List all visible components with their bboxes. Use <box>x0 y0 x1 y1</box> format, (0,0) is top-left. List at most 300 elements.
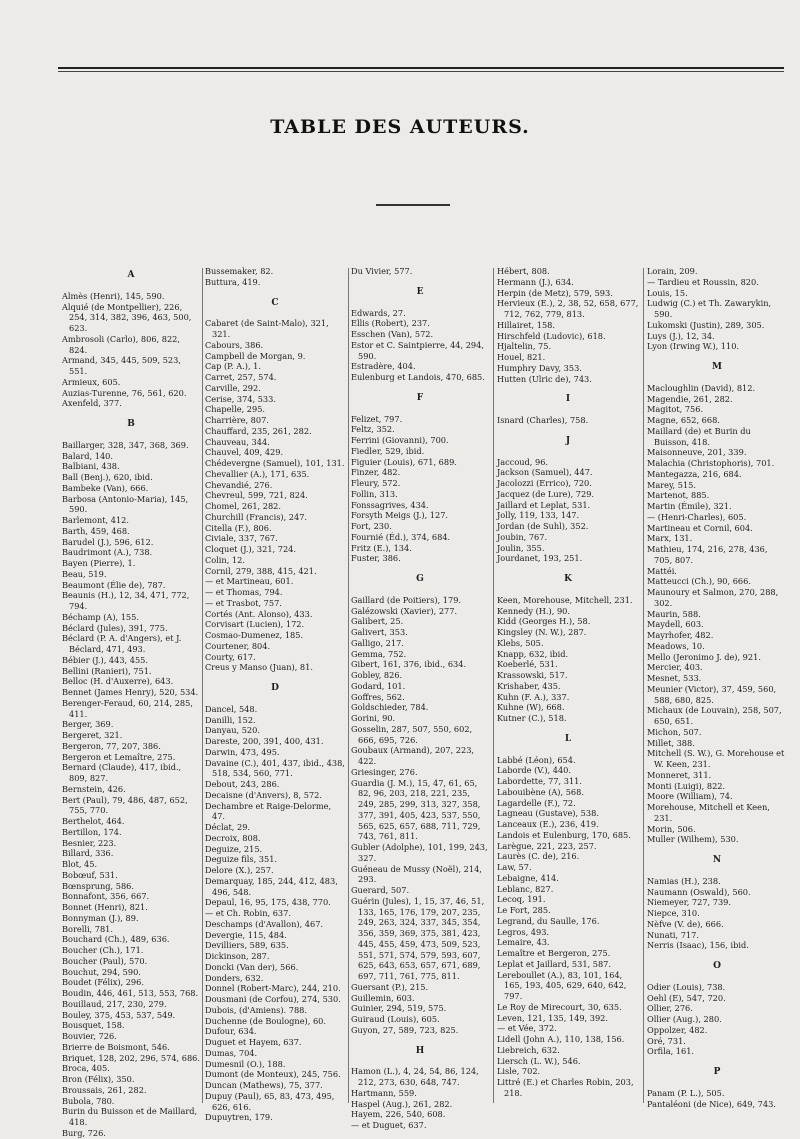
author-entry: — et Ch. Robin, 637. <box>205 908 291 918</box>
author-entry: Bussemaker, 82. <box>205 266 274 276</box>
author-entry: Gaillard (de Poitiers), 179. <box>351 594 462 605</box>
author-entry: Martenot, 885. <box>647 490 710 501</box>
author-entry: Koeberlé, 531. <box>497 659 558 670</box>
author-entry: Bellini (Ranieri), 751. <box>62 665 152 676</box>
author-entry: Balard, 140. <box>62 450 113 461</box>
letter-heading: O <box>713 961 721 971</box>
author-entry: Kutner (C.), 518. <box>497 713 567 723</box>
author-entry: Mattéi. <box>647 565 677 576</box>
author-entry: Martin (Émile), 321. <box>647 501 732 511</box>
author-entry: Muller (Wilhem), 530. <box>647 834 739 845</box>
author-entry: Lisle, 702. <box>497 1066 541 1077</box>
author-entry: Luys (J.), 12, 34. <box>647 330 715 341</box>
author-entry: Dareste, 200, 391, 400, 431. <box>205 736 324 746</box>
author-entry: Campbell de Morgan, 9. <box>205 350 306 361</box>
author-entry: Axenfeld, 377. <box>62 398 122 409</box>
author-entry: Decaisne (d'Anvers), 8, 572. <box>205 789 322 800</box>
author-entry: Gobley, 826. <box>351 670 403 680</box>
author-entry: Pantaléoni (de Nice), 649, 743. <box>647 1098 776 1109</box>
author-entry: Hartmann, 559. <box>351 1087 417 1098</box>
author-entry: Donders, 632. <box>205 972 264 983</box>
letter-heading: G <box>416 574 424 584</box>
author-entry: Danilli, 152. <box>205 714 256 725</box>
author-entry: Fleury, 572. <box>351 478 401 488</box>
author-entry: Jourdanet, 193, 251. <box>497 553 583 564</box>
author-entry: Magendie, 261, 282. <box>647 393 733 404</box>
author-entry: Courtener, 804. <box>205 640 271 651</box>
author-entry: Chédevergne (Samuel), 101, 131. <box>205 458 345 468</box>
author-entry: Labbé (Léon), 654. <box>497 754 576 765</box>
author-entry: Littré (E.) et Charles Robin, 203, 218. <box>497 1077 634 1098</box>
author-entry: Bousquet, 158. <box>62 1020 125 1031</box>
author-entry: Cabours, 386. <box>205 339 264 350</box>
letter-heading: C <box>271 297 279 308</box>
author-entry: Bonnafont, 356, 667. <box>62 891 150 902</box>
header-double-rule-bottom <box>58 71 784 72</box>
author-entry: Creus y Manso (Juan), 81. <box>205 662 313 673</box>
author-entry: Courty, 617. <box>205 651 256 662</box>
author-entry: Chauveau, 344. <box>205 436 270 447</box>
author-entry: Laurès (C. de), 216. <box>497 851 580 862</box>
author-entry: Marey, 515. <box>647 479 696 490</box>
author-entry: Meunier (Victor), 37, 459, 560, 588, 680, 825. <box>647 683 777 705</box>
author-entry: Decroix, 808. <box>205 832 261 843</box>
author-entry: Bayen (Pierre), 1. <box>62 558 136 568</box>
author-entry: Broca, 405. <box>62 1063 110 1074</box>
author-entry: Guerard, 507. <box>351 885 410 895</box>
author-entry: Leblanc, 827. <box>497 883 554 894</box>
author-entry: — Tardieu et Roussin, 820. <box>647 276 759 287</box>
author-entry: Lemaire, 43. <box>497 937 550 948</box>
author-entry: Mesnet, 533. <box>647 673 702 683</box>
author-entry: Briquet, 128, 202, 296, 574, 686. <box>62 1052 200 1063</box>
author-entry: Lidell (John A.), 110, 138, 156. <box>497 1034 625 1044</box>
author-entry: Morehouse, Mitchell et Keen, 231. <box>647 802 770 823</box>
author-entry: Chomel, 261, 282. <box>205 501 281 511</box>
column-divider <box>202 268 203 1103</box>
author-entry: Bonnyman (J.), 89. <box>62 912 139 923</box>
author-entry: Lagneau (Gustave), 538. <box>497 808 599 819</box>
author-entry: Du Vivier, 577. <box>351 266 413 276</box>
author-entry: Lebaigne, 414. <box>497 872 559 883</box>
author-entry: Bouley, 375, 453, 537, 549. <box>62 1009 176 1020</box>
author-entry: — et Vée, 372. <box>497 1023 557 1034</box>
author-entry: Matteucci (Ch.), 90, 666. <box>647 576 751 587</box>
author-entry: Almès (Henri), 145, 590. <box>62 290 165 301</box>
author-entry: Michon, 507. <box>647 726 702 737</box>
author-entry: Labordette, 77, 311. <box>497 776 582 786</box>
author-entry: Bubola, 780. <box>62 1095 115 1106</box>
author-entry: Charrière, 807. <box>205 415 269 425</box>
author-entry: Dufour, 634. <box>205 1026 257 1037</box>
author-entry: Béclard (P. A. d'Angers), et J. Béclard, 471, 493. <box>62 633 182 654</box>
author-entry: Maisonneuve, 201, 339. <box>647 447 747 458</box>
letter-heading: L <box>564 733 572 744</box>
author-entry: Humphry Davy, 353. <box>497 362 582 373</box>
author-entry: — et Thomas, 794. <box>205 587 283 597</box>
author-entry: Beau, 519. <box>62 568 107 579</box>
author-entry: Boucher (Paul), 570. <box>62 955 148 966</box>
author-entry: Bouchut, 294, 590. <box>62 966 141 977</box>
author-entry: Laborde (V.), 440. <box>497 765 571 776</box>
author-entry: Cortés (Ant. Alonso), 433. <box>205 608 313 619</box>
author-entry: Civiale, 337, 767. <box>205 533 278 544</box>
author-entry: Larègue, 221, 223, 257. <box>497 840 597 851</box>
author-entry: Martineau et Cornil, 604. <box>647 522 753 533</box>
author-entry: Oehl (E), 547, 720. <box>647 992 726 1003</box>
author-entry: Galligo, 217. <box>351 637 404 648</box>
author-entry: Mayrhofer, 482. <box>647 630 714 640</box>
author-entry: Nunati, 717. <box>647 929 699 940</box>
author-entry: Goldschieder, 784. <box>351 702 429 713</box>
author-entry: Bron (Félix), 350. <box>62 1074 135 1084</box>
author-entry: Dupuytren, 179. <box>205 1112 273 1123</box>
author-entry: Chevandié, 276. <box>205 479 273 490</box>
author-entry: Mello (Jeronimo J. de), 921. <box>647 651 761 662</box>
letter-heading: B <box>127 419 135 429</box>
author-entry: Beaunis (H.), 12, 34, 471, 772, 794. <box>62 590 190 611</box>
author-entry: Bouchard (Ch.), 489, 636. <box>62 934 170 945</box>
author-entry: Bambeke (Van), 666. <box>62 482 149 493</box>
author-entry: Hirschfeld (Ludovic), 618. <box>497 330 606 341</box>
author-entry: Feltz, 352. <box>351 424 395 435</box>
author-entry: — et Trasbot, 757. <box>205 597 282 608</box>
author-entry: Fiedler, 529, ibid. <box>351 445 425 456</box>
author-entry: — et Duguet, 637. <box>351 1120 427 1130</box>
author-entry: Déclat, 29. <box>205 822 251 832</box>
author-entry: Deguize, 215. <box>205 843 263 854</box>
letter-heading: I <box>565 394 571 405</box>
author-entry: Hillairet, 158. <box>497 319 555 330</box>
author-entry: Duguet et Hayem, 637. <box>205 1037 302 1047</box>
author-entry: Guyon, 27, 589, 723, 825. <box>351 1024 459 1035</box>
page-title: TABLE DES AUTEURS. <box>270 116 530 138</box>
author-entry: Dumont (de Monteux), 245, 756. <box>205 1069 341 1080</box>
author-entry: Knapp, 632, ibid. <box>497 648 569 659</box>
index-column-4 <box>497 266 639 1099</box>
author-entry: Houel, 821. <box>497 352 546 362</box>
author-entry: Panam (P. L.), 505. <box>647 1087 725 1098</box>
author-entry: Debout, 243, 286. <box>205 779 280 789</box>
author-entry: Maunoury et Salmon, 270, 288, 302. <box>647 587 779 608</box>
title-underline <box>376 204 450 206</box>
author-entry: Mercier, 403. <box>647 662 703 673</box>
author-entry: Lecoq, 191. <box>497 894 546 905</box>
author-entry: Cornil, 279, 388, 415, 421. <box>205 565 317 576</box>
author-entry: Dumesnil (O.), 188. <box>205 1058 286 1069</box>
author-entry: Blot, 45. <box>62 859 98 869</box>
author-entry: Isnard (Charles), 758. <box>497 415 589 425</box>
author-entry: Bergeron et Lemaître, 275. <box>62 751 176 762</box>
author-entry: Barth, 459, 468. <box>62 525 130 536</box>
author-entry: Jolly, 119, 133, 147. <box>497 510 580 521</box>
author-entry: Duchenne (de Boulogne), 60. <box>205 1015 326 1026</box>
author-entry: Citella (F.), 806. <box>205 522 272 533</box>
author-entry: Leven, 121, 135, 149, 392. <box>497 1012 608 1023</box>
author-entry: Fonssagrives, 434. <box>351 499 429 510</box>
author-entry: Doncki (Van der), 566. <box>205 961 299 972</box>
author-entry: Bernard (Claude), 417, ibid., 809, 827. <box>62 762 182 783</box>
author-entry: Galézowski (Xavier), 277. <box>351 605 458 616</box>
author-entry: Chevreul, 599, 721, 824. <box>205 490 308 501</box>
author-entry: Guardia (J. M.), 15, 47, 61, 65, 82, 96, 203, 218, 221, 235, 249, 285, 299, 313, 327, 358, 377, 391, 405, 423, 537, 550, 565, 625, 657, 688, 711, 729, 743, 761, 811. <box>351 777 481 842</box>
author-entry: Niepce, 310. <box>647 908 700 918</box>
author-entry: Lagardelle (F.), 72. <box>497 797 576 808</box>
author-entry: Esschen (Van), 572. <box>351 329 434 339</box>
letter-heading: K <box>564 574 572 584</box>
author-entry: Boudin, 446, 461, 513, 553, 768. <box>62 988 199 998</box>
author-entry: Godard, 101. <box>351 680 406 691</box>
author-entry: Berenger-Feraud, 60, 214, 285, 411. <box>62 697 193 719</box>
author-entry: Felizet, 797. <box>351 413 403 424</box>
author-entry: Lereboullet (A.), 83, 101, 164, 165, 193, 405, 629, 640, 642, 797. <box>497 969 627 1001</box>
author-entry: Bonnet (Henri), 821. <box>62 902 148 912</box>
author-entry: Lorain, 209. <box>647 266 698 276</box>
author-entry: Davaine (C.), 401, 437, ibid., 438, 518, 534, 560, 771. <box>205 757 345 779</box>
letter-heading: A <box>127 270 135 280</box>
index-column-5 <box>647 266 787 1109</box>
author-entry: Malachia (Christophoris), 701. <box>647 458 775 468</box>
letter-heading: M <box>712 362 722 372</box>
author-entry: Carville, 292. <box>205 382 261 393</box>
author-entry: Jordan (de Suhl), 352. <box>497 521 589 531</box>
author-entry: Bergeret, 321. <box>62 730 123 740</box>
author-entry: Kuhn (F. A.), 337. <box>497 691 570 702</box>
author-entry: Devergie, 115, 484. <box>205 929 287 940</box>
author-entry: Le Roy de Mirecourt, 30, 635. <box>497 1001 622 1012</box>
author-entry: Estradère, 404. <box>351 361 416 372</box>
author-entry: Forsyth Meigs (J.), 127. <box>351 510 449 521</box>
author-entry: Donnel (Robert-Marc), 244, 210. <box>205 983 341 994</box>
author-entry: Louis, 15. <box>647 287 688 298</box>
author-entry: Maurin, 588. <box>647 608 701 619</box>
author-entry: Bernstein, 426. <box>62 783 126 794</box>
author-entry: Krassowski, 517. <box>497 670 568 680</box>
author-entry: Herpin (de Metz), 579, 593. <box>497 287 613 298</box>
column-divider <box>493 268 494 1103</box>
author-entry: Dousmani (de Corfou), 274, 530. <box>205 994 341 1004</box>
author-entry: Hébert, 808. <box>497 266 550 276</box>
author-entry: Billard, 336. <box>62 848 114 859</box>
letter-heading: H <box>415 1045 425 1056</box>
author-entry: Demarquay, 185, 244, 412, 483, 496, 548. <box>205 875 338 897</box>
author-entry: Magne, 652, 668. <box>647 415 720 425</box>
author-entry: Magitot, 756. <box>647 404 704 415</box>
author-entry: Joulin, 355. <box>497 542 545 553</box>
author-entry: Guinier, 294, 519, 575. <box>351 1003 447 1014</box>
author-entry: Dupuy (Paul), 65, 83, 473, 495, 626, 616. <box>205 1090 335 1112</box>
author-entry: Klebs, 505. <box>497 637 544 648</box>
author-entry: Galivert, 353. <box>351 627 408 637</box>
author-entry: Belloc (H. d'Auxerre), 643. <box>62 676 174 687</box>
author-entry: Naumann (Oswald), 560. <box>647 886 751 897</box>
author-entry: Darwin, 473, 495. <box>205 746 280 757</box>
author-entry: Jacquez (de Lure), 729. <box>497 488 595 499</box>
author-entry: Kennedy (H.), 90. <box>497 605 570 616</box>
author-entry: Béclard (Jules), 391, 775. <box>62 622 168 633</box>
author-entry: Keen, Morehouse, Mitchell, 231. <box>497 594 633 605</box>
letter-heading: E <box>416 286 424 297</box>
author-entry: Berger, 369. <box>62 719 114 730</box>
author-entry: Berthelot, 464. <box>62 816 125 826</box>
author-entry: Chevallier (A.), 171, 635. <box>205 468 310 479</box>
author-entry: Finzer, 482. <box>351 467 401 478</box>
author-entry: Griesinger, 276. <box>351 766 418 777</box>
author-entry: Bert (Paul), 79, 486, 487, 652, 755, 770. <box>62 794 188 816</box>
author-entry: Morin, 506. <box>647 823 696 834</box>
author-entry: Goffres, 562. <box>351 691 405 702</box>
author-entry: Barbosa (Antonio-Maria), 145, 590. <box>62 493 189 515</box>
letter-heading: F <box>416 392 424 403</box>
author-entry: Dickinson, 287. <box>205 951 270 961</box>
author-entry: Mathieu, 174, 216, 278, 436, 705, 807. <box>647 544 768 565</box>
author-entry: Oppolzer, 482. <box>647 1024 708 1035</box>
author-entry: Le Fort, 285. <box>497 905 551 915</box>
author-entry: Legros, 493. <box>497 926 550 937</box>
author-entry: Dubois, (d'Amiens). 788. <box>205 1004 307 1015</box>
author-entry: Goubaux (Armand), 207, 223, 422. <box>351 745 475 766</box>
author-entry: Guéneau de Mussy (Noël), 214, 293. <box>351 863 482 885</box>
author-entry: Joubin, 767. <box>497 531 548 542</box>
author-entry: Brierre de Boismont, 546. <box>62 1041 170 1052</box>
author-entry: Krishaber, 435. <box>497 680 561 691</box>
author-entry: Cloquet (J.), 321, 724. <box>205 544 296 554</box>
author-entry: Follin, 313. <box>351 488 398 499</box>
author-entry: Bouillaud, 217, 230, 279. <box>62 998 167 1009</box>
author-entry: Moore (William), 74. <box>647 791 733 802</box>
author-entry: Estor et C. Saintpierre, 44, 294, 590. <box>351 339 484 361</box>
author-entry: Armand, 345, 445, 509, 523, 551. <box>62 355 181 376</box>
author-entry: Colin, 12. <box>205 554 245 565</box>
letter-heading: N <box>712 855 722 865</box>
author-entry: Broussais, 261, 282. <box>62 1084 147 1095</box>
author-entry: Cerise, 374, 533. <box>205 393 276 404</box>
author-entry: Chapelle, 295. <box>205 404 266 415</box>
letter-heading: P <box>713 1067 721 1077</box>
author-entry: Boudet (Félix), 296. <box>62 977 144 988</box>
author-entry: Bennet (James Henry), 520, 534. <box>62 687 199 697</box>
author-entry: Nèfve (V. de), 666. <box>647 918 724 929</box>
author-entry: Monti (Luigi), 822. <box>647 780 726 791</box>
author-entry: Besnier, 223. <box>62 837 117 848</box>
author-entry: Alquié (de Montpellier), 226, 254, 314, 382, 396, 463, 500, 623. <box>62 301 192 333</box>
author-entry: Landois et Eulenburg, 170, 685. <box>497 829 631 840</box>
author-entry: Gosselin, 287, 507, 550, 602, 666, 695, 726. <box>351 723 473 745</box>
author-entry: Law, 57. <box>497 862 532 872</box>
author-entry: Maillard (de) et Burin du Buisson, 418. <box>647 425 751 447</box>
column-divider <box>643 268 644 1103</box>
author-entry: Kuhne (W), 668. <box>497 702 565 713</box>
index-column-3 <box>351 266 489 1131</box>
letter-heading: J <box>565 435 571 446</box>
author-entry: Hutten (Ulric de), 743. <box>497 373 592 384</box>
author-entry: Delore (X.), 257. <box>205 865 274 875</box>
author-entry: — et Martineau, 601. <box>205 576 294 587</box>
author-entry: Meadows, 10. <box>647 640 705 651</box>
header-double-rule-top <box>58 67 784 69</box>
author-entry: Michaux (de Louvain), 258, 507, 650, 651. <box>647 705 782 726</box>
author-entry: Ferrini (Giovanni), 700. <box>351 435 449 445</box>
author-entry: Mitchell (S. W.), G. Morehouse et W. Keen, 231. <box>647 748 785 769</box>
author-entry: Fuster, 386. <box>351 553 401 564</box>
author-entry: Dechambre et Raige-Delorme, 47. <box>205 800 332 822</box>
author-entry: Lemaître et Bergeron, 275. <box>497 948 611 958</box>
author-entry: Macloughlin (David), 812. <box>647 382 756 393</box>
author-entry: Niemeyer, 727, 739. <box>647 897 731 908</box>
author-entry: Gubler (Adolphe), 101, 199, 243, 327. <box>351 842 488 863</box>
author-entry: Bouvier, 726. <box>62 1031 117 1041</box>
author-entry: Cabaret (de Saint-Malo), 321, 321. <box>205 318 329 339</box>
author-entry: Buttura, 419. <box>205 276 261 287</box>
author-entry: Chauffard, 235, 261, 282. <box>205 425 312 436</box>
author-entry: Depaul, 16, 95, 175, 438, 770. <box>205 897 331 908</box>
author-entry: Barudel (J.), 596, 612. <box>62 536 154 547</box>
author-entry: Lyon (Irwing W.), 110. <box>647 341 740 352</box>
author-entry: Dumas, 704. <box>205 1047 258 1058</box>
author-entry: Leplat et Jaillard, 531, 587. <box>497 958 611 969</box>
author-entry: Borelli, 781. <box>62 923 113 934</box>
author-entry: Bergeron, 77, 207, 386. <box>62 740 161 751</box>
author-entry: Hayem, 226, 540, 608. <box>351 1109 446 1120</box>
author-entry: Edwards, 27. <box>351 307 406 318</box>
author-entry: Hermann (J.), 634. <box>497 276 574 287</box>
author-entry: Liebreich, 632. <box>497 1044 560 1055</box>
author-entry: Fournié (Éd.), 374, 684. <box>351 531 451 542</box>
author-entry: Marx, 131. <box>647 533 693 544</box>
author-entry: Danyau, 520. <box>205 725 260 736</box>
author-entry: Jacolozzi (Errico), 720. <box>497 478 592 488</box>
author-entry: Carret, 257, 574. <box>205 372 277 382</box>
author-entry: Namias (H.), 238. <box>647 875 721 886</box>
author-entry: Gemma, 752. <box>351 648 407 659</box>
author-entry: Bébier (J.), 443, 455. <box>62 654 148 665</box>
author-entry: Eulenburg et Landois, 470, 685. <box>351 372 485 382</box>
author-entry: Burg, 726. <box>62 1127 106 1138</box>
author-entry: Monneret, 311. <box>647 769 712 780</box>
author-entry: Bertillon, 174. <box>62 826 122 837</box>
author-entry: Fort, 230. <box>351 521 392 531</box>
author-entry: Bœnsprung, 586. <box>62 880 134 891</box>
author-entry: Baillarger, 328, 347, 368, 369. <box>62 439 189 450</box>
author-entry: Duncan (Mathews), 75, 377. <box>205 1080 323 1090</box>
author-entry: — (Henri-Charles), 605. <box>647 511 747 522</box>
author-entry: Figuier (Louis), 671, 689. <box>351 456 457 467</box>
author-entry: Guillemin, 603. <box>351 992 415 1003</box>
author-entry: Jackson (Samuel), 447. <box>497 467 593 478</box>
author-entry: Maydell, 603. <box>647 619 704 630</box>
author-entry: Labouibène (A), 568. <box>497 786 584 797</box>
author-entry: Ollier (Aug.), 280. <box>647 1014 722 1024</box>
author-entry: Orfila, 161. <box>647 1046 695 1057</box>
author-entry: Guiraud (Louis), 605. <box>351 1014 440 1024</box>
author-entry: Burin du Buisson et de Maillard, 418. <box>62 1106 198 1127</box>
author-entry: Jaccoud, 96. <box>497 456 549 467</box>
author-entry: Millet, 388. <box>647 737 695 748</box>
author-entry: Gorini, 90. <box>351 713 396 723</box>
author-entry: Béchamp (A), 155. <box>62 611 139 622</box>
author-entry: Barlemont, 412. <box>62 515 129 525</box>
author-entry: Guersant (P.), 215. <box>351 981 429 992</box>
column-divider <box>348 268 349 1103</box>
author-entry: Cosmao-Dumenez, 185. <box>205 630 304 640</box>
author-entry: Odier (Louis), 738. <box>647 981 726 992</box>
author-entry: Haspel (Aug.), 261, 282. <box>351 1098 453 1109</box>
author-entry: Lanceaux (E.), 236, 419. <box>497 819 599 829</box>
author-entry: Gibert, 161, 376, ibid., 634. <box>351 659 467 670</box>
author-entry: Deguize fils, 351. <box>205 854 278 865</box>
author-entry: Ellis (Robert), 237. <box>351 318 430 329</box>
author-entry: Armieux, 605. <box>62 376 121 387</box>
